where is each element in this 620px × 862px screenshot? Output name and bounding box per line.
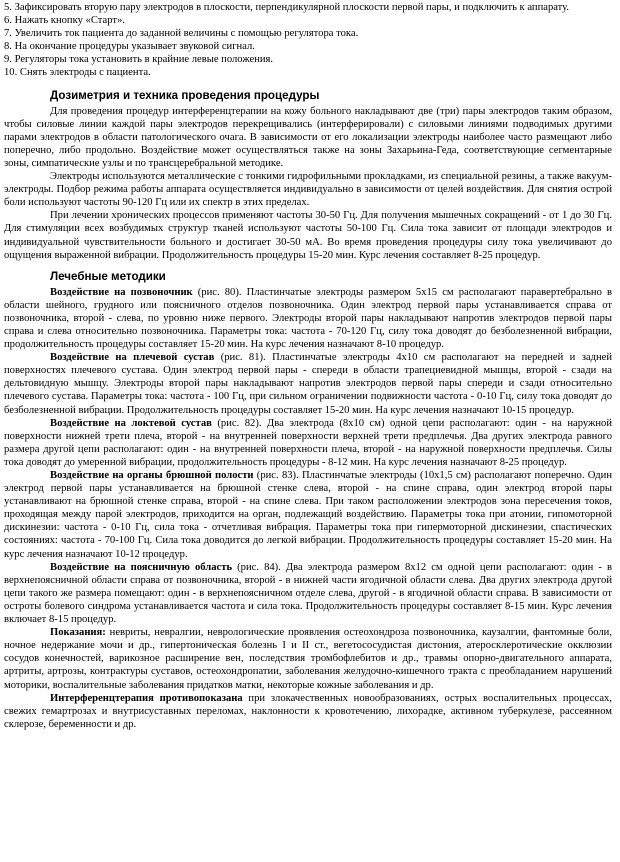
method-title: Воздействие на плечевой сустав [50, 352, 215, 364]
contraindications [4, 692, 612, 731]
step-9: 9. Регуляторы тока установить в крайние левые положения. [4, 54, 274, 66]
method-abdomen [4, 469, 612, 561]
step-5: 5. Зафиксировать вторую пару электродов в плоскости, перпендикулярной плоскости первой пары, и подключить к аппарату. [4, 2, 570, 13]
method-spine [4, 286, 612, 351]
indications [4, 626, 612, 691]
indications-title: Показания: [50, 627, 106, 639]
indications-text: невриты, невралгии, неврологические проявления остеохондроза позвоночника, каузалгии, фантомные боли, ночное недержание мочи и др., гипертоническая болезнь I и II ст., вегетососудистая дистония, атеросклеротические окклюзии сосудов конечностей, варикозное расширение вен, последствия тромбофлебитов и др., травмы опорно-двигательного аппарата, артриты, артрозы, контрактуры суставов, остеохондропатии, заболевания желудочно-кишечного тракта с преобладанием нарушений моторики, воспалительные заболевания придатков матки, некоторые кожные заболевания и др. [4, 627, 612, 691]
method-text: (рис. 82). Два электрода (8х10 см) одной цепи располагают: один - на наружной поверхности нижней трети плеча, второй - на внутренней поверхности верхней трети предплечья. Два других электрода равного размера другой цепи располагают: один - на внутренней поверхности плеча, второй - на наружной поверхности предплечья. Силы тока доводят до умеренной вибрации, продолжительность процедуры - 8-12 мин. На курс лечения назначают 8-25 процедур. [4, 417, 612, 468]
method-text: (рис. 84). Два электрода размером 8х12 см одной цепи располагают: один - в верхнепоясничной области справа от позвоночника, второй - в нижней части ягодичной области слева. Два других электрода другой цепи такого же размера помещают: один - в верхнепоясничном отделе слева, другой - в ягодичной области справа. В зависимости от остроты болевого синдрома устанавливается частота и сила тока. Продолжительность процедуры составляет 8-15 мин. Курс лечения включает 8-15 процедур. [4, 561, 613, 626]
step-7: 7. Увеличить ток пациента до заданной величины с помощью регулятора тока. [4, 28, 359, 40]
dosimetry-paragraph: Для проведения процедур интерференцтерапии на кожу больного накладывают две (три) пары электродов таким образом, чтобы силовые линии каждой пары электродов перекрещивались (интерферировали) с силовыми линиями подводимых другими парами электродов в области патологического очага. В зависимости от его локализации электроды наиболее часто размещают либо поперечно, либо продольно. Воздействие может осуществляться также на зоны Захарьина-Геда, соответствующие сегментарные зоны, симпатические узлы и по трансцеребральной методике. [4, 105, 612, 169]
dosimetry-paragraph: Электроды используются металлические с тонкими гидрофильными прокладками, из специальной резины, а также вакуум-электроды. Подбор режима работы аппарата осуществляется индивидуально в зависимости от целей воздействия. Для снятия острой боли используют частоты 90-120 Гц или их спектр в этих пределах. [4, 171, 612, 209]
method-text: (рис. 81). Пластинчатые электроды 4х10 см располагают на передней и задней поверхностях плечевого сустава. Один электрод первой пары - спереди в области трапециевидной мышцы, второй - сзади на дельтовидную мышцу. Электроды второй пары накладывают напротив электродов первой пары спереди и сзади относительно плечевого сустава. Параметры тока: частота - 100 Гц, при сильном ограничении подвижности частота - 0-10 Гц, силу тока доводят до безболезненной вибрации. Продолжительность процедуры составляет 15-20 мин. На курс лечения назначают 10-15 процедур. [4, 352, 613, 416]
step-8: 8. На окончание процедуры указывает звуковой сигнал. [4, 41, 255, 53]
method-shoulder [4, 351, 612, 416]
dosimetry-paragraph: При лечении хронических процессов применяют частоты 30-50 Гц. Для получения мышечных сокращений - от 1 до 30 Гц. Для стимуляции всех возбудимых структур тканей используют частоты 50-100 Гц. Сила тока зависит от площади электродов и индивидуальной чувствительности больного и достигает 30-50 мА. Во время проведения процедуры силу тока увеличивают до ощущения выраженной вибрации. Продолжительность процедуры 15-20 мин. Курс лечения составляет 8-25 процедур. [4, 210, 612, 261]
step-6: 6. Нажать кнопку «Старт». [4, 15, 125, 27]
procedure-steps [4, 1, 612, 80]
method-title: Воздействие на локтевой сустав [50, 417, 212, 429]
method-title: Воздействие на поясничную область [50, 561, 233, 573]
method-text: (рис. 80). Пластинчатые электроды размером 5х15 см располагают паравертебрально в области шейного, грудного или поясничного отделов позвоночника. Один электрод первой пары устанавливается справа от позвоночника, второй - слева, по уровню ниже первого. Электроды второй пары накладывают напротив электродов первой пары справа и слева относительно позвоночника. Параметры тока: частота - 70-120 Гц, силу тока доводят до безболезненной вибрации, продолжительность процедуры составляет 15-20 мин. На курс лечения назначают 8-10 процедур. [4, 286, 612, 351]
contraindications-title: Интерференцтерапия противопоказана [50, 692, 243, 704]
method-title: Воздействие на позвоночник [50, 286, 193, 298]
section-heading-methods: Лечебные методики [50, 269, 166, 283]
method-text: (рис. 83). Пластинчатые электроды (10х1,5 см) располагают поперечно. Один электрод первой пары устанавливается на брюшной стенке слева, второй - на спине справа, один электрод второй пары устанавливают на брюшной стенке справа, второй - на спине слева. При таком расположении электродов зона пересечения токов, проходящая между парой электродов, приходится на орган, подлежащий воздействию. Параметры тока при атонии, гипомоторной дискинезии: частота - 0-10 Гц, сила тока - отчетливая вибрация. Параметры тока при гипермоторной дискинезии, спастических состояниях: частота - 70-100 Гц. Сила тока доводится до легкой вибрации. Продолжительность процедуры составляет 15-20 мин. На курс лечения назначают 10-12 процедур. [4, 470, 612, 560]
section-heading-dosimetry: Дозиметрия и техника проведения процедуры [50, 88, 320, 102]
step-10: 10. Снять электроды с пациента. [4, 67, 151, 79]
method-elbow [4, 417, 612, 469]
method-title: Воздействие на органы брюшной полости [50, 470, 254, 481]
method-lumbar [4, 561, 612, 626]
contraindications-text: при злокачественных новообразованиях, острых воспалительных процессах, свежих гемартрозах и внутрисуставных переломах, наклонности к кровотечению, лихорадке, активном туберкулезе, рассеянном склерозе, беременности и др. [4, 692, 612, 730]
